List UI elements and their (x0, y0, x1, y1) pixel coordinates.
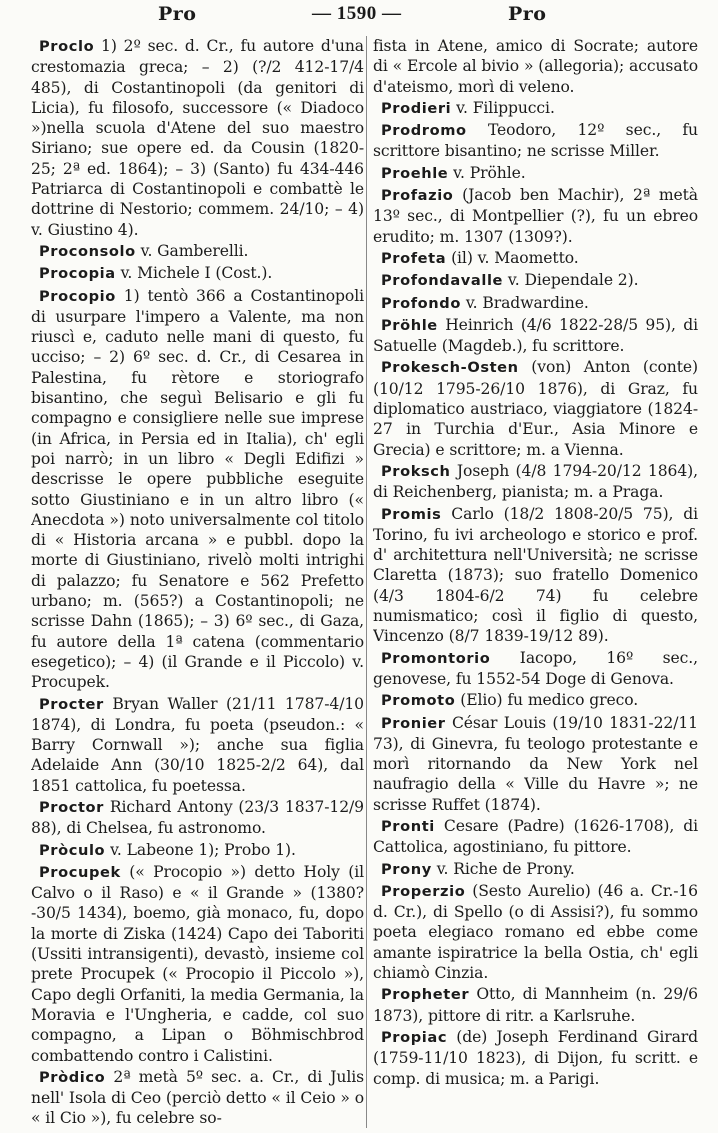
entry-headword: Prodromo (381, 122, 467, 140)
entry-headword: Promontorio (381, 649, 491, 667)
entry (31, 862, 364, 1066)
entry-headword: Pronier (381, 714, 446, 732)
entry-headword: Pròdico (39, 1068, 106, 1086)
entry-text: César Louis (19/10 1831-22/11 73), di Ginevra, fu teologo protestante e morì ritornando da New York nel naufragio della « Ville du Havre »; ne scrisse Ruffet (1874). (373, 713, 698, 814)
entry (31, 286, 364, 693)
entry-headword: Procter (39, 695, 104, 713)
entry (31, 694, 364, 796)
entry (31, 36, 364, 240)
entry (373, 461, 698, 503)
entry (31, 263, 364, 284)
entry-text: (Elio) fu medico greco. (460, 691, 639, 710)
running-header (0, 0, 718, 32)
entry-headword: Proconsolo (39, 242, 136, 260)
column-divider (366, 36, 367, 1128)
entry-headword: Profondo (381, 294, 461, 312)
entry (373, 504, 698, 647)
entry-headword: Promoto (381, 692, 456, 710)
entry-headword: Procupek (39, 863, 121, 881)
entry (373, 185, 698, 247)
entry-headword: Propiac (381, 1028, 448, 1046)
entry-text: v. Pröhle. (453, 163, 526, 182)
entry (31, 1067, 364, 1129)
entry-headword: Pronti (381, 817, 435, 835)
entry-text: v. Riche de Prony. (436, 859, 575, 878)
entry (373, 713, 698, 815)
header-right-keyword: Pro (508, 3, 547, 25)
entry-headword: Prony (381, 860, 432, 878)
entry-headword: Proclo (39, 38, 95, 55)
entry-text: fista in Atene, amico di Socrate; autore di « Ercole al bivio » (allegoria); accusato d'ateismo, morì di veleno. (373, 37, 698, 96)
entry (373, 248, 698, 269)
entry-headword: Profazio (381, 187, 454, 205)
entry-text: (von) Anton (conte) (10/12 1795-26/10 1876), di Graz, fu diplomatico austriaco, viaggiatore (1824-27 in Turchia d'Eur., Asia Minore e Grecia) e scrittore; m. a Vienna. (373, 358, 698, 459)
entry-headword: Propheter (381, 986, 470, 1004)
entry-headword: Properzio (381, 882, 466, 900)
left-column (31, 36, 364, 1131)
entry-headword: Proksch (381, 462, 451, 480)
entry (31, 840, 364, 861)
entry-text: v. Labeone 1); Probo 1). (110, 840, 296, 859)
entry-text: Richard Antony (23/3 1837-12/9 88), di Chelsea, fu astronomo. (31, 797, 364, 838)
entry-text: 2ª metà 5º sec. a. Cr., di Julis nell' Isola di Ceo (perciò detto « il Ceio » o « il Cio »), fu celebre so- (31, 1067, 364, 1128)
entry-headword: Promis (381, 505, 442, 523)
entry (373, 1027, 698, 1089)
entry (31, 241, 364, 262)
page-number: — 1590 — (312, 3, 402, 24)
header-left-keyword: Pro (158, 3, 197, 25)
entry-text: (il) v. Maometto. (451, 248, 579, 267)
entry (373, 881, 698, 983)
entry-headword: Prokesch-Osten (381, 359, 519, 377)
entry (373, 163, 698, 184)
entry (373, 98, 698, 119)
entry (373, 120, 698, 162)
entry-text: v. Michele I (Cost.). (120, 264, 273, 283)
entry (373, 859, 698, 880)
entry-text: Heinrich (4/6 1822-28/5 95), di Satuelle (Magdeb.), fu scrittore. (373, 315, 698, 356)
entry-headword: Prodieri (381, 99, 452, 117)
entry-headword: Pròculo (39, 841, 106, 859)
entry-headword: Procopio (39, 287, 116, 305)
entry-text: Bryan Waller (21/11 1787-4/10 1874), di Londra, fu poeta (pseudon.: « Barry Cornwall »); anche sua figlia Adelaide Ann (30/10 1825-2/2 64), dal 1851 cattolica, fu poetessa. (31, 694, 364, 795)
entry-headword: Proctor (39, 798, 104, 816)
entry-text: (Jacob ben Machir), 2ª metà 13º sec., di Montpellier (?), fu un ebreo erudito; m. 1307 (1309?). (373, 186, 698, 246)
entry-text: v. Bradwardine. (465, 293, 589, 312)
entry-headword: Profeta (381, 249, 447, 267)
entry-text: v. Diependale 2). (507, 271, 639, 290)
entry (373, 315, 698, 357)
entry (373, 357, 698, 459)
entry (373, 648, 698, 690)
entry-text: Joseph (4/8 1794-20/12 1864), di Reichenberg, pianista; m. a Praga. (373, 461, 698, 502)
entry-text: (Sesto Aurelio) (46 a. Cr.-16 d. Cr.), di Spello (o di Assisi?), fu sommo poeta elegiaco romano ed ebbe come amante ispiratrice la bella Ostia, ch' egli chiamò Cinzia. (373, 881, 698, 983)
entry (373, 816, 698, 858)
entry (373, 293, 698, 314)
entry (373, 984, 698, 1026)
right-column (373, 36, 698, 1131)
entry-text: (de) Joseph Ferdinand Girard (1759-11/10 1823), di Dijon, fu scritt. e comp. di musica; m. a Parigi. (373, 1027, 698, 1088)
entry-text: v. Gamberelli. (140, 241, 249, 260)
entry-text: Iacopo, 16º sec., genovese, fu 1552-54 Doge di Genova. (373, 648, 698, 688)
entry-headword: Profondavalle (381, 272, 504, 290)
entry-continuation (373, 36, 698, 97)
entry-text: Cesare (Padre) (1626-1708), di Cattolica, agostiniano, fu pittore. (373, 816, 698, 857)
entry-text: Otto, di Mannheim (n. 29/6 1873), pittore di ritr. a Karlsruhe. (373, 985, 698, 1025)
entry-text: 1) 2º sec. d. Cr., fu autore d'una crestomazia greca; – 2) (?/2 412-17/4 485), di Costantinopoli (da genitori di Licia), fu filosofo, successore (« Diadoco »)nella scuola d'Atene del suo maestro Siriano; sue opere ed. da Cousin (1820-25; 2ª ed. 1864); – 3) (Santo) fu 434-446 Patriarca di Costantinopoli e combattè le dottrine di Nestorio; commem. 24/10; – 4) v. Giustino 4). (31, 37, 364, 239)
entry-text: v. Filippucci. (456, 98, 555, 117)
entry-headword: Proehle (381, 164, 449, 182)
entry (373, 690, 698, 711)
entry-text: Teodoro, 12º sec., fu scrittore bisantino; ne scrisse Miller. (373, 121, 698, 161)
entry (31, 797, 364, 839)
entry-text: 1) tentò 366 a Costantinopoli di usurpare l'impero a Valente, ma non riuscì e, caduto nelle mani di questo, fu ucciso; – 2) 6º sec. d. Cr., di Cesarea in Palestina, fu rètore e storiografo bisantino, che seguì Belisario e gli fu compagno e consigliere nelle sue imprese (in Africa, in Persia ed in Italia), ch' egli poi narrò; in un libro « Degli Edifizi » descrisse le opere pubbliche eseguite sotto Giustiniano e in un altro libro (« Anecdota ») noto universalmente col titolo di « Historia arcana » e pubbl. dopo la morte di Giustiniano, rivelò molti intrighi di palazzo; fu Senatore e 562 Prefetto urbano; m. (565?) a Costantinopoli; ne scrisse Dahn (1865); – 3) 6º sec., di Gaza, fu autore della 1ª catena (commentario esegetico); – 4) (il Grande e il Piccolo) v. Procupek. (31, 286, 364, 692)
entry-text: (« Procopio ») detto Holy (il Calvo o il Raso) e « il Grande » (1380?-30/5 1434), boemo, già monaco, fu, dopo la morte di Ziska (1424) Capo dei Taboriti (Ussiti intransigenti), devastò, insieme col prete Procupek (« Procopio il Piccolo »), Capo degli Orfaniti, la media Germania, la Moravia e l'Ungheria, e cadde, col suo compagno, a Lipan o Böhmischbrod combattendo contro i Calistini. (31, 862, 364, 1065)
entry-headword: Pröhle (381, 316, 438, 334)
entry-text: Carlo (18/2 1808-20/5 75), di Torino, fu ivi archeologo e storico e prof. d' architettura nell'Università; ne scrisse Claretta (1873); suo fratello Domenico (4/3 1804-6/2 74) fu celebre numismatico; così il figlio di questo, Vincenzo (8/7 1839-19/12 89). (373, 504, 698, 646)
entry (373, 270, 698, 291)
entry-headword: Procopia (39, 265, 116, 283)
